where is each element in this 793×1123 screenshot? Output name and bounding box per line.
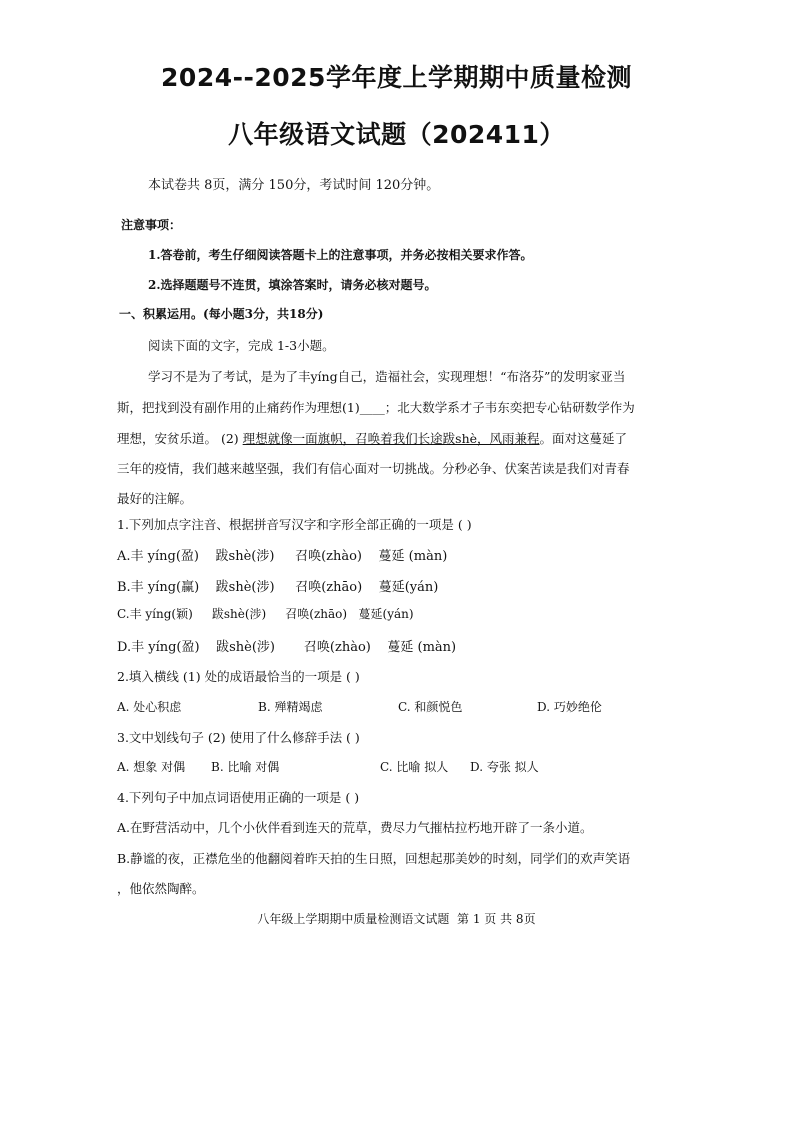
question-4-option-b-line-2: ，他依然陶醉。 — [117, 881, 205, 896]
notes-item-1: 1.答卷前，考生仔细阅读答题卡上的注意事项，并务必按相关要求作答。 — [148, 248, 533, 262]
question-3-stem: 3.文中划线句子 (2) 使用了什么修辞手法 ( ) — [117, 730, 360, 745]
page-footer: 八年级上学期期中质量检测语文试题 第 1 页 共 8页 — [257, 912, 536, 926]
section-instruction: 阅读下面的文字，完成 1-3小题。 — [148, 338, 335, 353]
question-1-option-a: A.丰 yíng(盈) 跋shè(涉) 召唤(zhào) 蔓延 (màn) — [117, 549, 448, 564]
passage-line-3 — [117, 429, 627, 447]
intro-text: 本试卷共 8页，满分 150分，考试时间 120分钟。 — [148, 178, 440, 193]
passage-line-3-end: 。面对这蔓延了 — [539, 431, 628, 446]
notes-item-2: 2.选择题题号不连贯，填涂答案时，请务必核对题号。 — [148, 278, 437, 292]
question-1-option-b: B.丰 yíng(赢) 跋shè(涉) 召唤(zhāo) 蔓延(yán) — [117, 580, 439, 595]
question-3-option-c: C. 比喻 拟人 — [380, 760, 449, 774]
question-2-option-b: B. 殚精竭虑 — [258, 700, 323, 714]
page-subtitle: 八年级语文试题（202411） — [228, 120, 565, 149]
notes-heading: 注意事项： — [121, 218, 182, 232]
question-2-option-d: D. 巧妙绝伦 — [537, 700, 602, 714]
page-title: 2024--2025学年度上学期期中质量检测 — [161, 63, 632, 92]
passage-line-2: 斯，把找到没有副作用的止痛药作为理想(1)____；北大数学系才子韦东奕把专心钻研数学作为 — [117, 400, 635, 415]
question-2-option-a: A. 处心积虑 — [117, 700, 182, 714]
question-3-option-d: D. 夸张 拟人 — [470, 760, 539, 774]
question-4-option-b-line-1: B.静谧的夜，正襟危坐的他翻阅着昨天拍的生日照，回想起那美妙的时刻，同学们的欢声笑语 — [117, 851, 631, 866]
section-heading: 一、积累运用。(每小题3分，共18分) — [119, 307, 324, 321]
question-2-stem: 2.填入横线 (1) 处的成语最恰当的一项是 ( ) — [117, 669, 360, 684]
passage-line-4: 三年的疫情，我们越来越坚强，我们有信心面对一切挑战。分秒必争、伏案苦读是我们对青春 — [117, 461, 630, 476]
question-1-option-c: C.丰 yíng(颖) 跋shè(涉) 召唤(zhāo) 蔓延(yán) — [117, 607, 414, 621]
question-1-stem: 1.下列加点字注音、根据拼音写汉字和字形全部正确的一项是 ( ) — [117, 517, 472, 532]
question-4-stem: 4.下列句子中加点词语使用正确的一项是 ( ) — [117, 790, 360, 805]
question-1-option-d: D.丰 yíng(盈) 跋shè(涉) 召唤(zhào) 蔓延 (màn) — [117, 640, 457, 655]
question-2-option-c: C. 和颜悦色 — [398, 700, 463, 714]
question-3-option-b: B. 比喻 对偶 — [211, 760, 280, 774]
passage-line-1: 学习不是为了考试，是为了丰yíng自己，造福社会，实现理想！“布洛芬”的发明家亚当 — [148, 369, 626, 384]
question-3-option-a: A. 想象 对偶 — [117, 760, 186, 774]
underlined-sentence: 理想就像一面旗帜，召唤着我们长途跋shè，风雨兼程 — [242, 431, 540, 446]
passage-line-5: 最好的注解。 — [117, 491, 193, 506]
passage-line-3-start: 理想，安贫乐道。 (2) — [117, 431, 243, 446]
question-4-option-a: A.在野营活动中，几个小伙伴看到连天的荒草，费尽力气摧枯拉朽地开辟了一条小道。 — [117, 820, 593, 835]
